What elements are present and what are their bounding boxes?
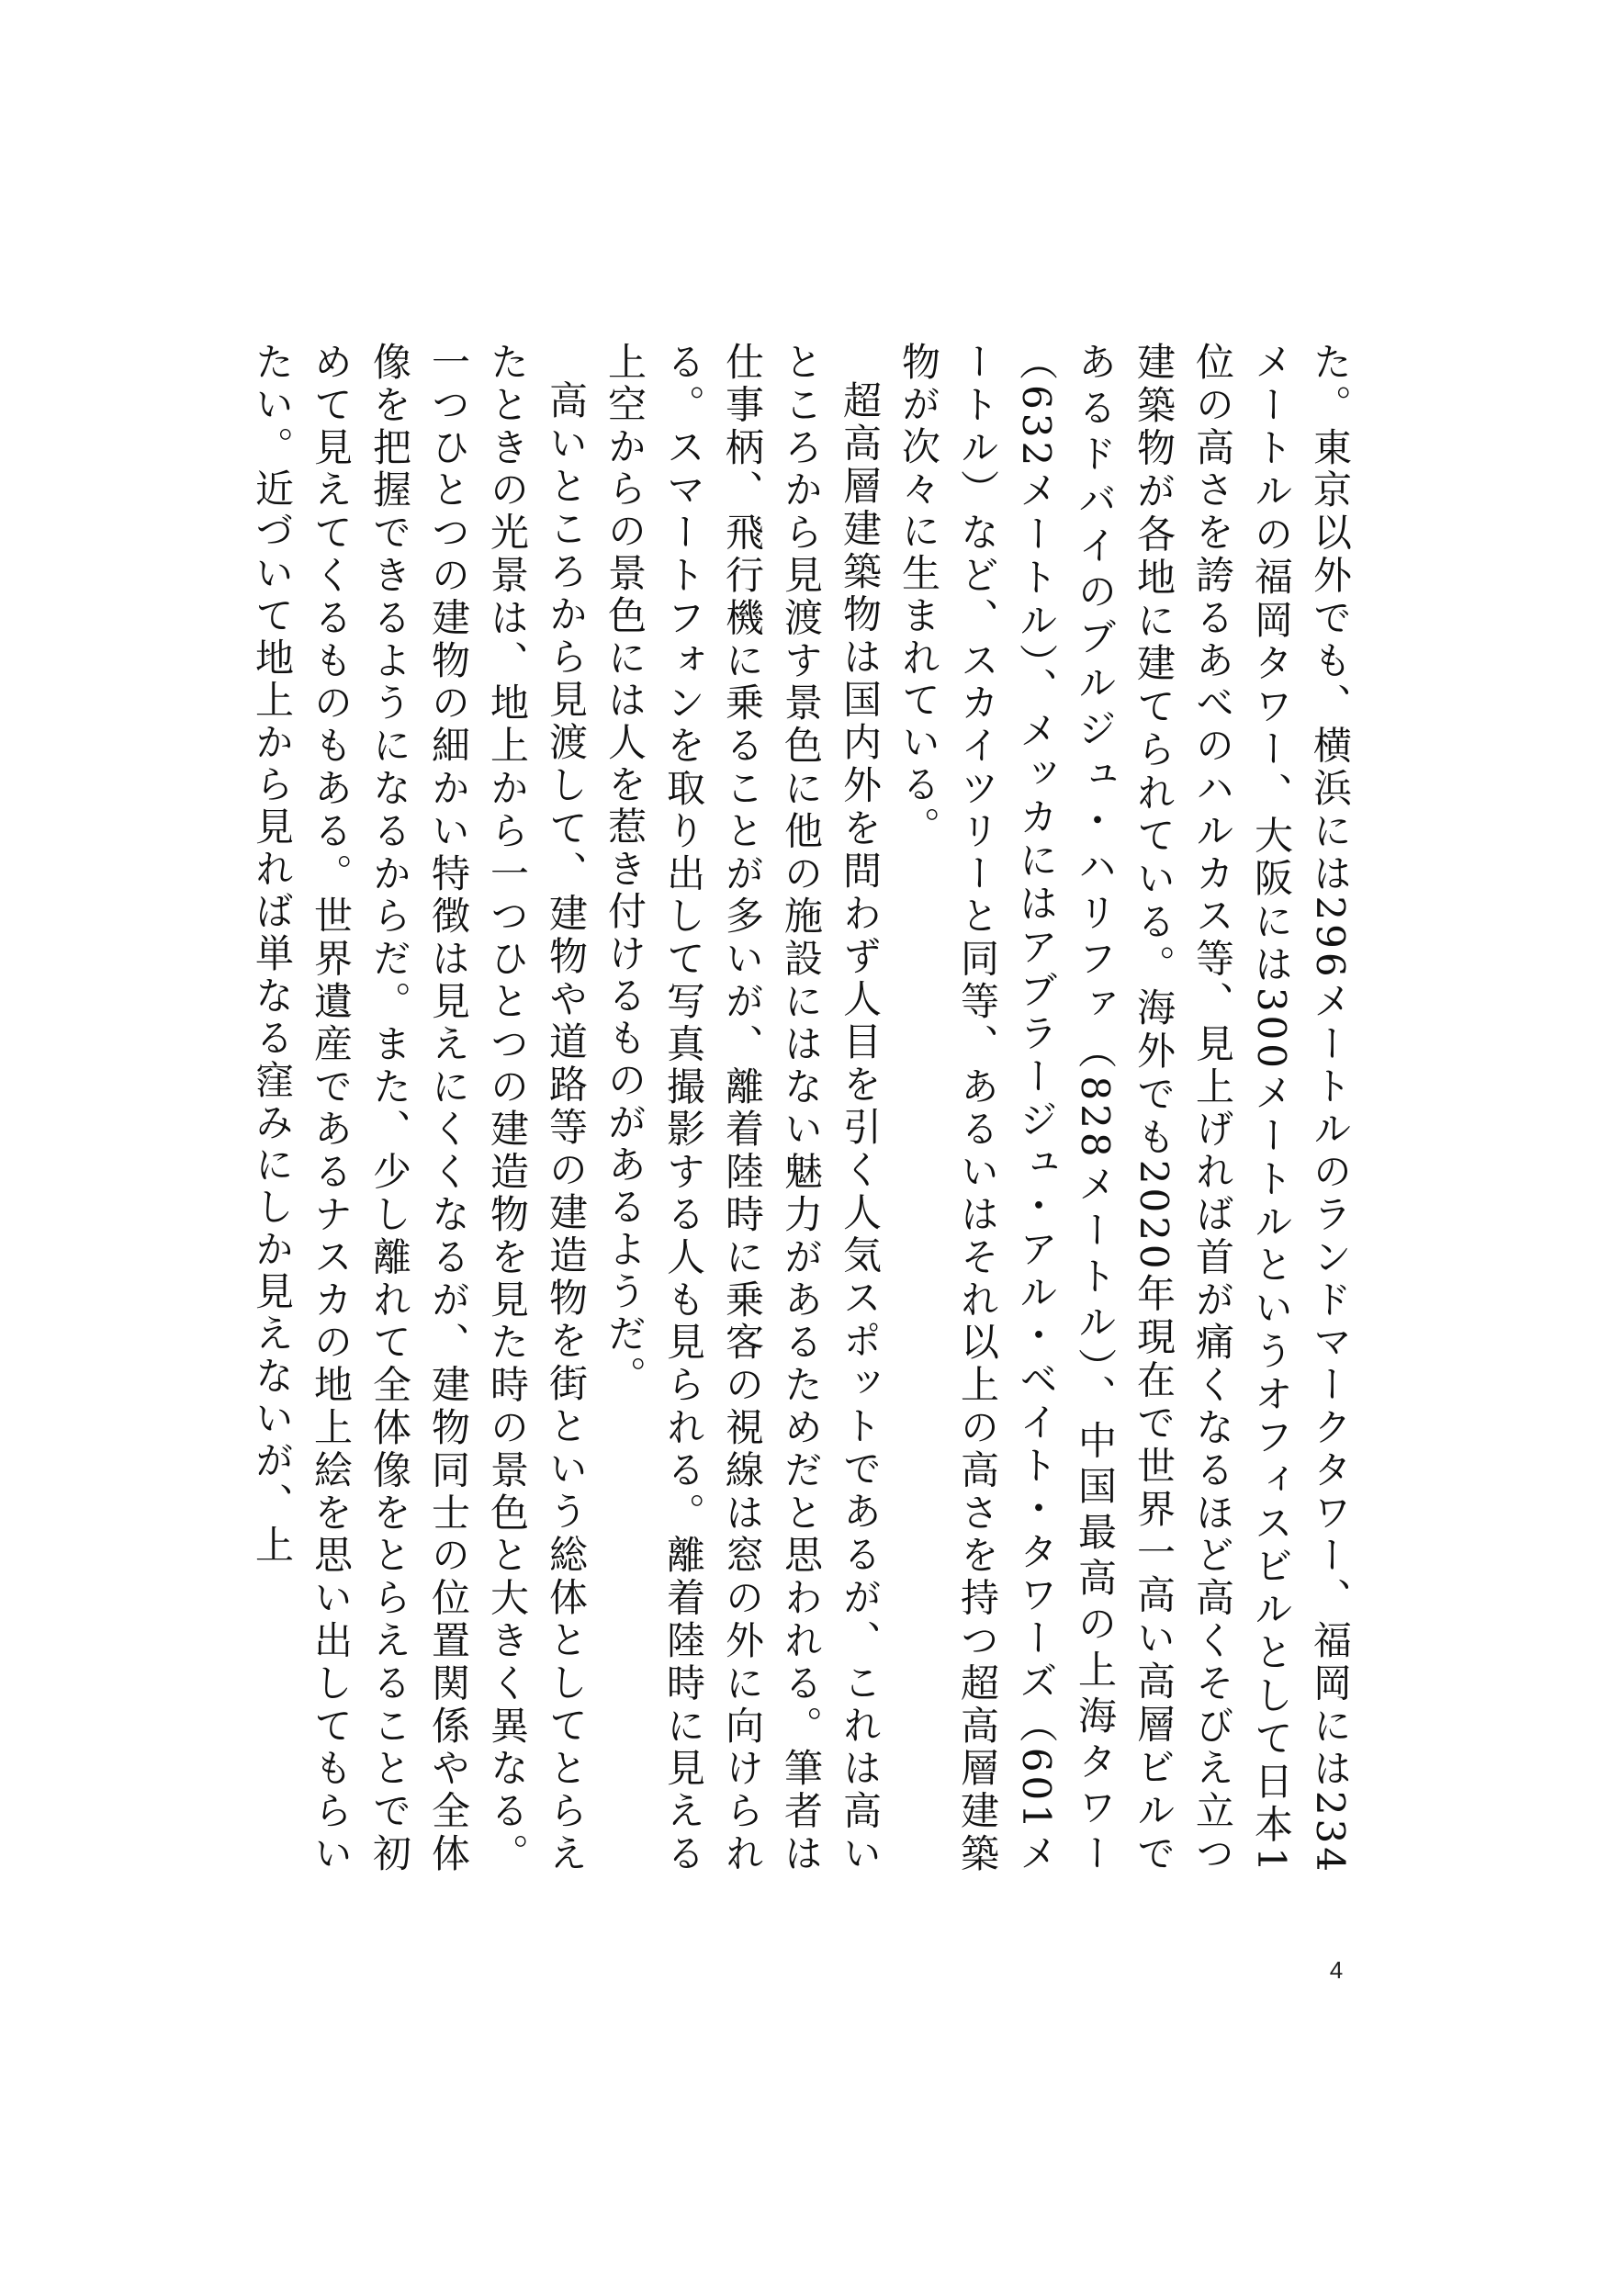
vertical-body-text bbox=[250, 342, 1359, 1876]
paragraph-1: た。東京以外でも、横浜には296メートルのランドマークタワー、福岡には234メートルの福岡タワー、大阪には300メートルというオフィスビルとして日本1位の高さを誇るあべのハルカス等、見上げれば首が痛くなるほど高くそびえ立つ建築物が各地に建てられている。海外でも2020年現在で世界一高い高層ビルであるドバイのブルジュ・ハリファ（828メートル）、中国最高の上海タワー（632メートル）、メッカにはアブラージュ・アル・ベイト・タワーズ（601メートル）など、スカイツリーと同等、あるいはそれ以上の高さを持つ超高層建築物が次々に生まれている。 bbox=[896, 342, 1353, 1876]
page-number: 4 bbox=[1329, 1956, 1344, 1984]
paragraph-3: 高いところから見渡して、建物や道路等の建造物を街という総体としてとらえたときの光景は、地上から一つひとつの建造物を見た時の景色と大きく異なる。一つひとつの建物の細かい特徴は見えにくくなるが、建物同士の位置関係や全体像を把握できるようになるからだ。また、少し離れて全体像をとらえることで初めて見えてくるものもある。世界遺産であるナスカの地上絵を思い出してもらいたい。近づいて地上から見れば単なる窪みにしか見えないが、上 bbox=[250, 342, 589, 1876]
paragraph-2: 超高層建築物は国内外を問わず人目を引く人気スポットであるが、これは高いところから見渡す景色に他の施設にはない魅力があるためだと思われる。筆者は仕事柄、飛行機に乗ることが多いが、離着陸時に乗客の視線は窓の外に向けられる。スマートフォンを取り出して写真撮影する人も見られる。離着陸時に見える上空からの景色には人を惹き付けるものがあるようだ。 bbox=[602, 342, 883, 1876]
